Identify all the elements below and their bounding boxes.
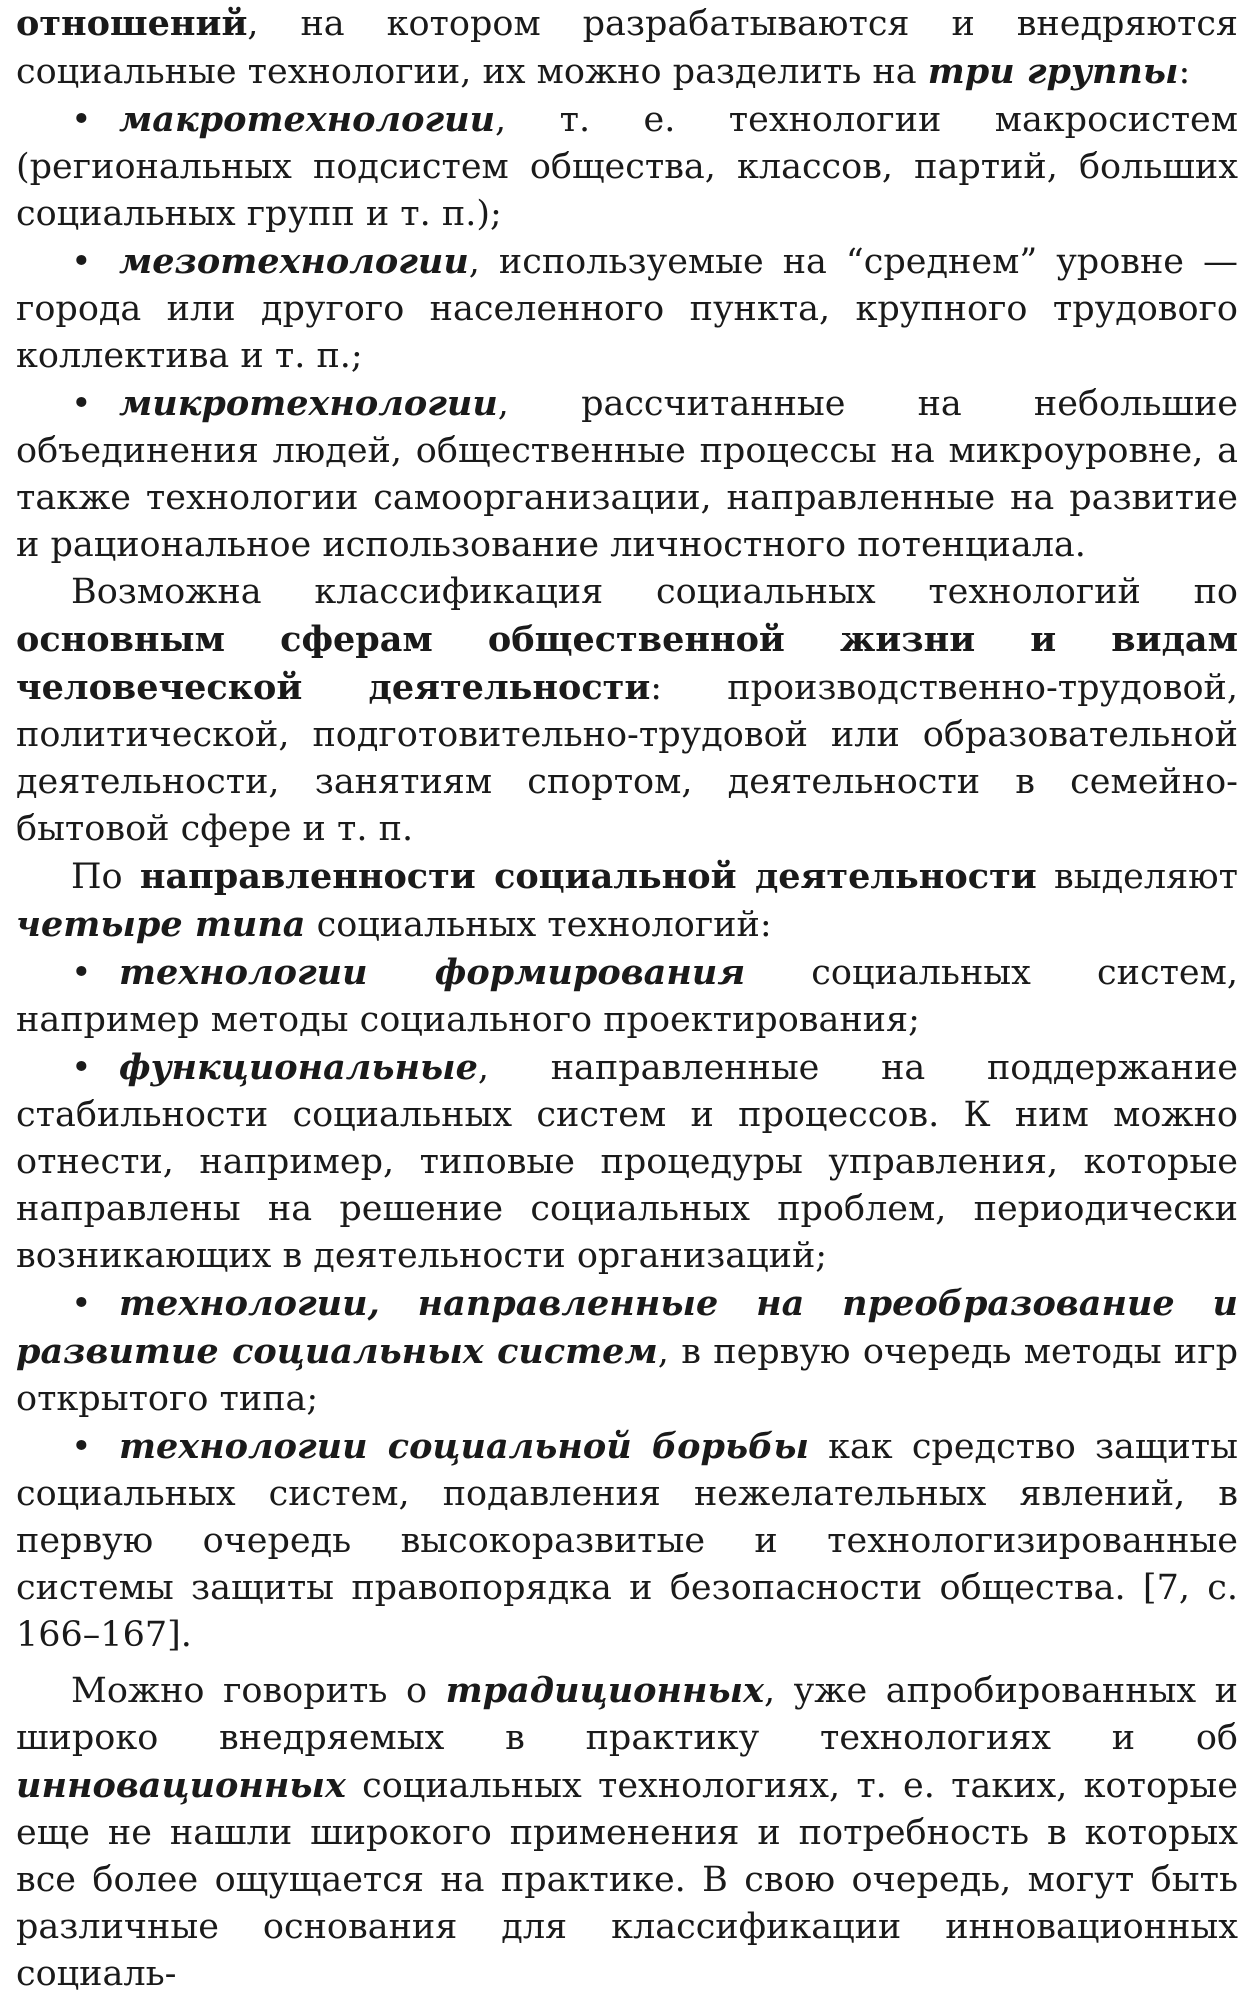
term-emphasis: три группы [927,51,1179,92]
paragraph-traditional [16,1667,1238,1998]
term-emphasis: технологии, направленные на преобразование и развитие социальных систем [16,1283,1238,1372]
paragraph-spheres [16,569,1238,853]
text-run: , на котором разрабатываются и внедряются социальные технологии, их можно разделить на [16,4,1238,92]
term-bold: направленности социальной деятельности [139,856,1037,897]
document-page [16,0,1238,1998]
term-emphasis: мезотехнологии [119,241,469,282]
bullet-icon: • [71,1048,92,1088]
bullet-icon: • [71,953,92,993]
list-item-struggle [16,1423,1238,1659]
text-run: , т. е. технологии макросистем (региональных подсистем общества, классов, партий, больших социальных групп и т. п.); [16,100,1238,234]
text-run: , направленные на поддержание стабильности социальных систем и процессов. К ним можно отнести, например, типовые процедуры управления, которые направлены на решение социальных проблем, периодически возникающих в деятельности организаций; [16,1048,1238,1276]
text-run: , используемые на “среднем” уровне — города или другого населенного пункта, крупного трудового коллектива и т. п.; [16,242,1238,376]
list-item-micro [16,380,1238,569]
term-emphasis: микротехнологии [119,383,498,424]
text-run: выделяют [1036,857,1238,897]
text-run: : [1178,52,1191,92]
list-item-formation [16,949,1238,1044]
text-run: Можно говорить о [71,1671,446,1711]
text-run: социальных технологиях, т. е. таких, которые еще не нашли широкого применения и потребность в которых все более ощущается на практике. В свою очередь, могут быть различные основания для классификации инновационных социаль- [16,1766,1238,1994]
term-emphasis: инновационных [16,1765,346,1806]
term-emphasis: макротехнологии [119,99,496,140]
bullet-icon: • [71,1427,92,1467]
list-item-transformation [16,1280,1238,1423]
bullet-icon: • [71,242,92,282]
text-run: , рассчитанные на небольшие объединения людей, общественные процессы на микроуровне, а также технологии самоорганизации, направленные на развитие и рациональное использование личностного потенциала. [16,384,1238,565]
paragraph-direction [16,853,1238,949]
term-emphasis: традиционных [445,1670,764,1711]
text-run: социальных технологий: [305,905,772,945]
text-run: Возможна классификация социальных технологий по [71,572,1238,612]
term-emphasis: функциональные [119,1047,478,1088]
text-run: По [71,857,140,897]
list-item-meso [16,238,1238,380]
term-emphasis: четыре типа [16,904,306,945]
term-bold: отношений [16,3,248,44]
bullet-icon: • [71,1284,92,1324]
text-run: как средство защиты социальных систем, подавления нежелательных явлений, в первую очередь высокоразвитые и технологизированные системы защиты правопорядка и безопасности общества. [7, с. 166–167]. [16,1427,1239,1655]
list-item-functional [16,1044,1238,1280]
text-run: , уже апробированных и широко внедряемых в практику технологиях и об [16,1671,1239,1758]
term-bold: основным сферам общественной жизни и видам человеческой деятельности [16,619,1238,708]
text-run: , в первую очередь методы игр открытого типа; [16,1332,1239,1419]
text-run: : производственно-трудовой, политической, подготовительно-трудовой или образовательной деятельности, занятиям спортом, деятельности в семейно-бытовой сфере и т. п. [16,668,1238,849]
text-run: социальных систем, например методы социального проектирования; [16,953,1238,1040]
term-emphasis: технологии социальной борьбы [119,1426,809,1467]
paragraph-intro [16,0,1238,96]
bullet-icon: • [71,384,92,424]
term-emphasis: технологии формирования [119,952,746,993]
bullet-icon: • [71,100,92,140]
list-item-macro [16,96,1238,238]
